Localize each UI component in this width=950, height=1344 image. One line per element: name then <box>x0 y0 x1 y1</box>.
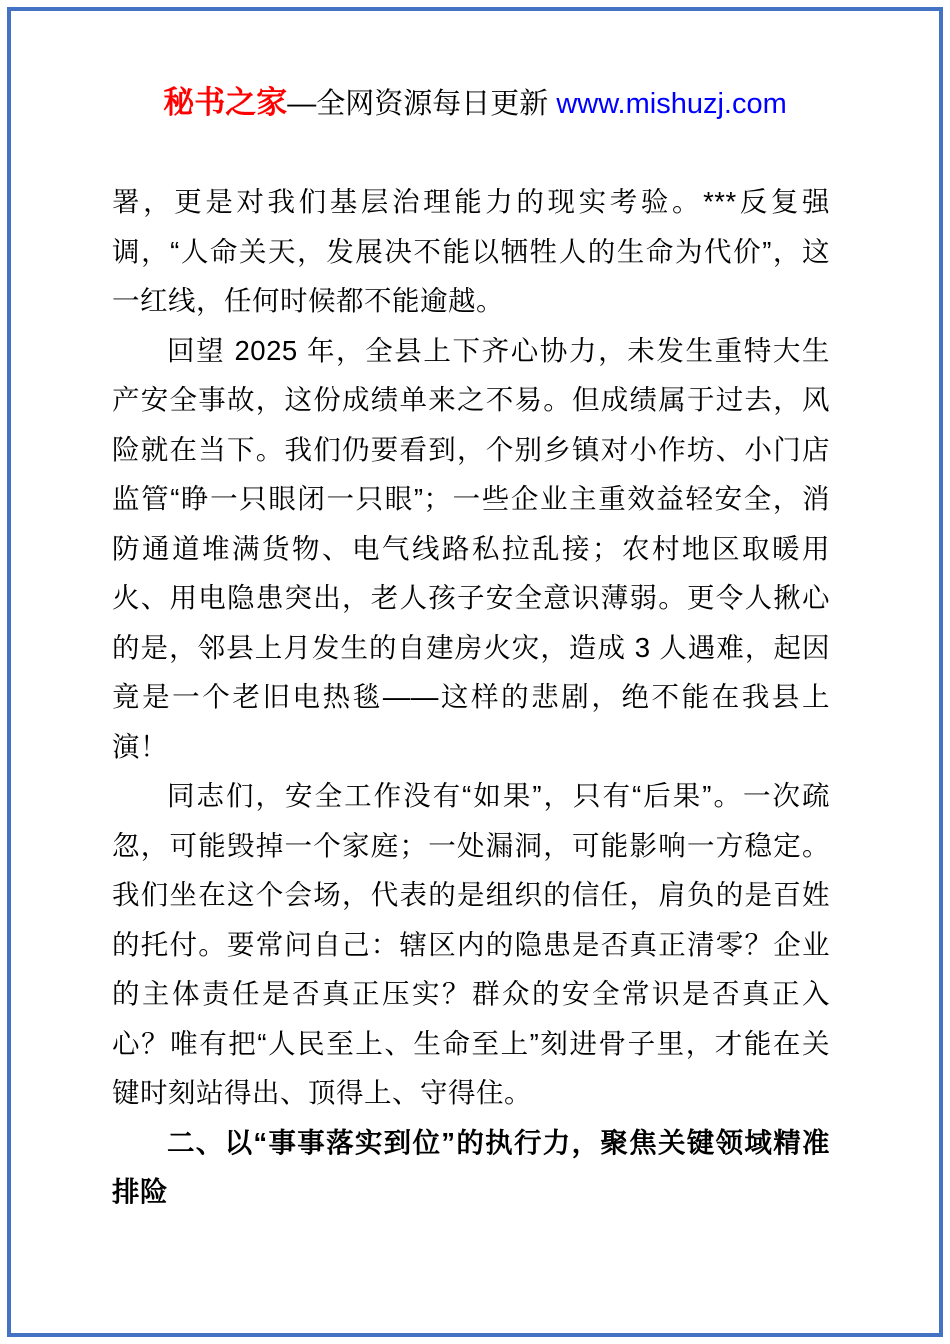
paragraph-continuation: 署，更是对我们基层治理能力的现实考验。***反复强调，“人命关天，发展决不能以牺牲人的生命为代价”，这一红线，任何时候都不能逾越。 <box>112 186 830 316</box>
paragraph: 回望 2025 年，全县上下齐心协力，未发生重特大生产安全事故，这份成绩单来之不易。但成绩属于过去，风险就在当下。我们仍要看到，个别乡镇对小作坊、小门店监管“睁一只眼闭一只眼”；一些企业主重效益轻安全，消防通道堆满货物、电气线路私拉乱接；农村地区取暖用火、用电隐患突出，老人孩子安全意识薄弱。更令人揪心的是，邻县上月发生的自建房火灾，造成 3 人遇难，起因竟是一个老旧电热毯——这样的悲剧，绝不能在我县上演！ <box>112 334 830 762</box>
site-name: 秘书之家 <box>163 85 288 120</box>
section-heading: 二、以“事事落实到位”的执行力，聚焦关键领域精准排险 <box>112 1126 830 1207</box>
document-body <box>112 177 830 1217</box>
header-url-link[interactable]: www.mishuzj.com <box>556 88 787 120</box>
page-header <box>0 86 950 121</box>
paragraph: 同志们，安全工作没有“如果”，只有“后果”。一次疏忽，可能毁掉一个家庭；一处漏洞，可能影响一方稳定。我们坐在这个会场，代表的是组织的信任，肩负的是百姓的托付。要常问自己：辖区内的隐患是否真正清零？企业的主体责任是否真正压实？群众的安全常识是否真正入心？唯有把“人民至上、生命至上”刻进骨子里，才能在关键时刻站得出、顶得上、守得住。 <box>112 780 830 1108</box>
header-tagline: —全网资源每日更新 <box>287 88 557 120</box>
